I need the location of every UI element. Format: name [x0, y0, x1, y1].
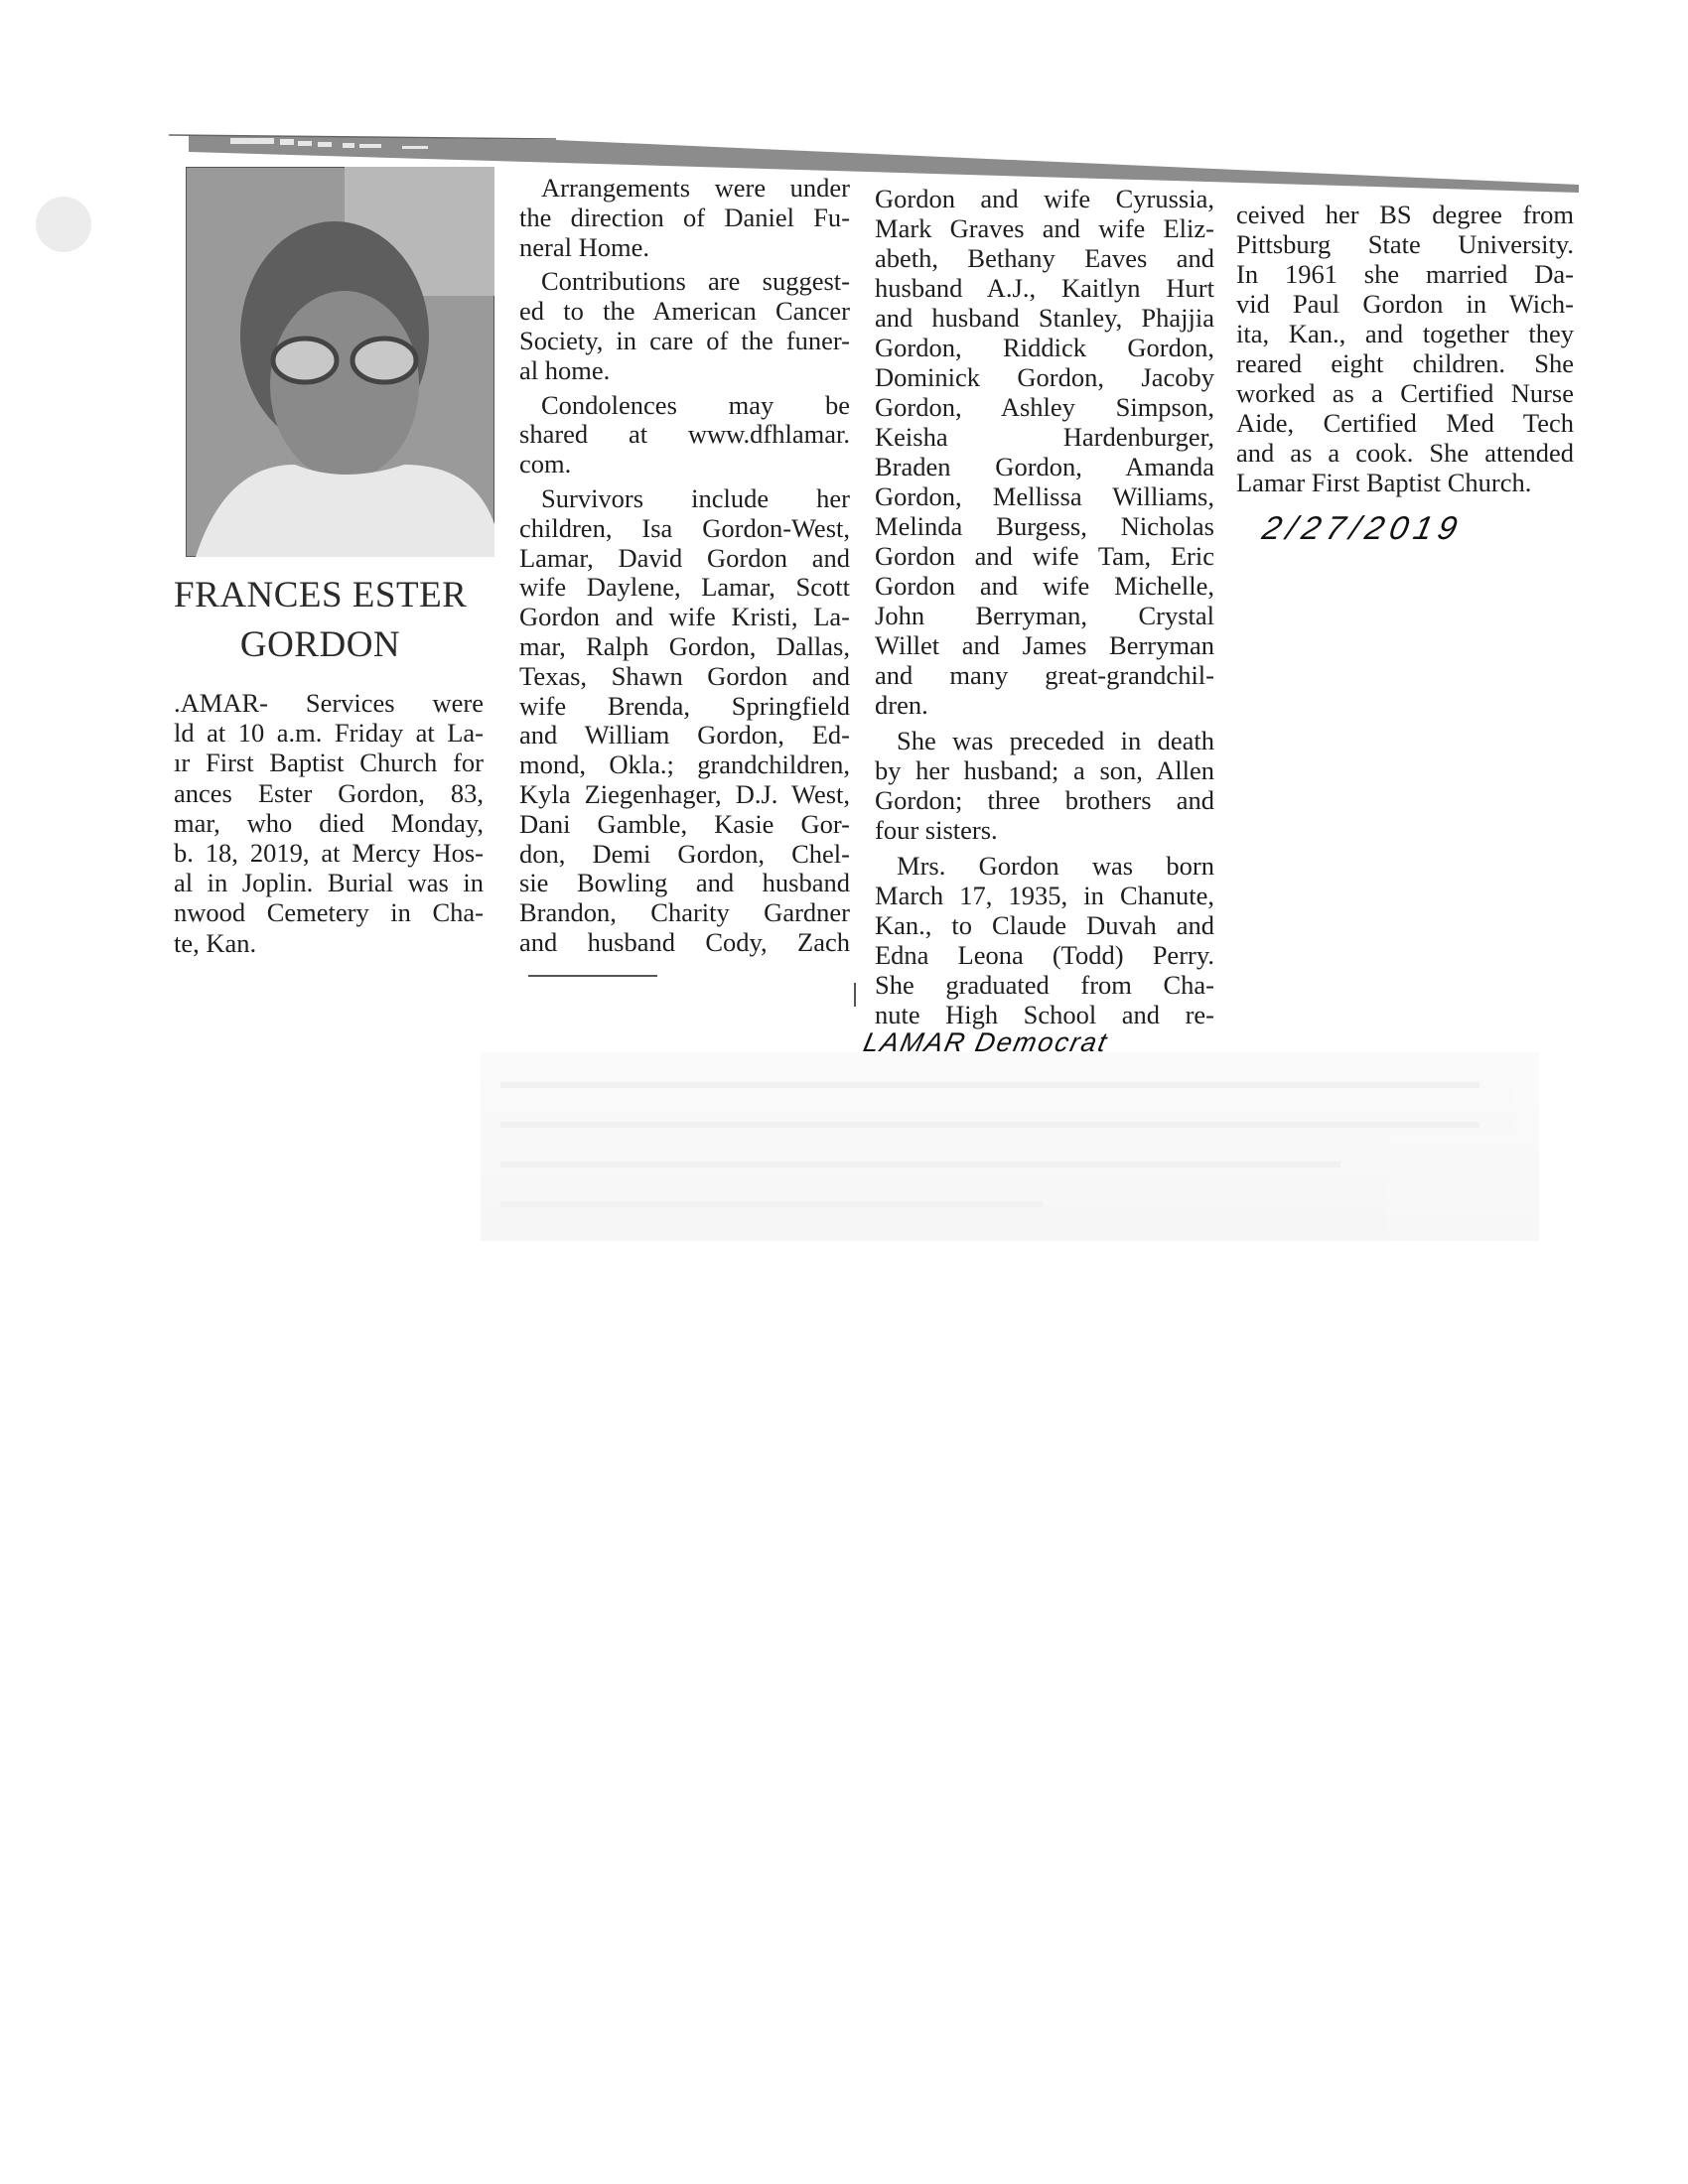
text-line: ed to the American Cancer	[519, 296, 850, 327]
text-line: worked as a Certified Nurse	[1236, 378, 1574, 408]
text-line: al home.	[519, 354, 611, 385]
text-line: Gordon and wife Tam, Eric	[875, 541, 1214, 571]
paragraph	[174, 688, 484, 958]
text-column-3	[875, 184, 1214, 1029]
text-line: te, Kan.	[174, 927, 257, 958]
text-line: neral Home.	[519, 231, 649, 262]
paragraph	[519, 267, 850, 385]
text-line: mar, who died Monday,	[174, 807, 484, 838]
text-line: Dominick Gordon, Jacoby	[875, 362, 1214, 392]
text-line: by her husband; a son, Allen	[875, 755, 1214, 785]
text-line: the direction of Daniel Fu-	[519, 202, 850, 232]
text-line: Gordon and wife Michelle,	[875, 571, 1214, 601]
paragraph	[519, 484, 850, 958]
text-line: dren.	[875, 690, 928, 720]
text-line: shared at www.dfhlamar.	[519, 419, 850, 450]
text-line: Contributions are suggest-	[541, 266, 850, 297]
text-line: reared eight children. She	[1236, 348, 1574, 378]
text-line: Gordon; three brothers and	[875, 785, 1214, 815]
text-line: ceived her BS degree from	[1236, 200, 1574, 229]
text-line: wife Brenda, Springfield	[519, 690, 850, 721]
text-line: ances Ester Gordon, 83,	[174, 777, 484, 808]
text-line: Lamar First Baptist Church.	[1236, 468, 1532, 497]
text-line: wife Daylene, Lamar, Scott	[519, 572, 850, 603]
text-line: Arrangements were under	[541, 173, 850, 203]
text-line: ita, Kan., and together they	[1236, 319, 1574, 348]
text-line: al in Joplin. Burial was in	[174, 868, 484, 898]
text-line: Edna Leona (Todd) Perry.	[875, 940, 1214, 970]
text-line: Kyla Ziegenhager, D.J. West,	[519, 778, 850, 809]
text-line: .AMAR- Services were	[174, 688, 484, 718]
text-line: Brandon, Charity Gardner	[519, 897, 850, 928]
handwritten-date-note: 2/27/2019	[1259, 509, 1467, 546]
text-line: abeth, Bethany Eaves and	[875, 243, 1214, 273]
text-line: She was preceded in death	[897, 726, 1214, 755]
text-line: husband A.J., Kaitlyn Hurt	[875, 273, 1214, 303]
text-line: com.	[519, 449, 572, 479]
text-column-1	[174, 688, 484, 958]
text-line: Mark Graves and wife Eliz-	[875, 213, 1214, 243]
text-line: and husband Stanley, Phajjia	[875, 303, 1214, 333]
paragraph	[519, 174, 850, 262]
text-line: March 17, 1935, in Chanute,	[875, 881, 1214, 910]
text-line: John Berryman, Crystal	[875, 601, 1214, 630]
text-line: Gordon and wife Kristi, La-	[519, 602, 850, 632]
text-line: four sisters.	[875, 815, 998, 845]
obituary-name-line-1: FRANCES ESTER	[174, 575, 468, 615]
text-line: sie Bowling and husband	[519, 868, 850, 898]
text-line: vid Paul Gordon in Wich-	[1236, 289, 1574, 319]
text-line: Gordon and wife Cyrussia,	[875, 184, 1214, 213]
handwritten-publication-note: LAMAR Democrat	[860, 1027, 1111, 1057]
text-line: Gordon, Riddick Gordon,	[875, 333, 1214, 362]
text-line: Kan., to Claude Duvah and	[875, 910, 1214, 940]
column-rule	[854, 983, 856, 1007]
text-line: mond, Okla.; grandchildren,	[519, 750, 850, 780]
text-line: nute High School and re-	[875, 1000, 1214, 1029]
text-column-2	[519, 174, 850, 958]
paragraph	[875, 726, 1214, 845]
bleed-through-area	[481, 1052, 1539, 1241]
text-line: mar, Ralph Gordon, Dallas,	[519, 630, 850, 661]
text-line: Lamar, David Gordon and	[519, 542, 850, 573]
text-line: ır First Baptist Church for	[174, 748, 484, 778]
text-line: Pittsburg State University.	[1236, 229, 1574, 259]
portrait-photo	[186, 167, 494, 557]
text-line: and husband Cody, Zach	[519, 926, 850, 957]
text-line: nwood Cemetery in Cha-	[174, 897, 484, 928]
text-line: Survivors include her	[541, 482, 850, 513]
text-line: Willet and James Berryman	[875, 630, 1214, 660]
text-line: Society, in care of the funer-	[519, 325, 850, 355]
paragraph	[875, 851, 1214, 1029]
paragraph	[1236, 200, 1574, 497]
text-line: Braden Gordon, Amanda	[875, 452, 1214, 481]
obituary-name-line-2: GORDON	[239, 624, 401, 665]
text-line: don, Demi Gordon, Chel-	[519, 838, 850, 869]
text-line: She graduated from Cha-	[875, 970, 1214, 1000]
text-line: and as a cook. She attended	[1236, 438, 1574, 468]
text-line: children, Isa Gordon-West,	[519, 512, 850, 543]
text-line: and many great-grandchil-	[875, 660, 1214, 690]
text-line: Keisha Hardenburger,	[875, 422, 1214, 452]
text-line: Gordon, Ashley Simpson,	[875, 392, 1214, 422]
text-line: Melinda Burgess, Nicholas	[875, 511, 1214, 541]
text-line: Condolences may be	[541, 389, 850, 420]
paragraph	[875, 184, 1214, 720]
column-rule	[528, 975, 657, 977]
text-line: b. 18, 2019, at Mercy Hos-	[174, 837, 484, 868]
text-line: Dani Gamble, Kasie Gor-	[519, 808, 850, 839]
text-column-4	[1236, 200, 1574, 497]
text-line: and William Gordon, Ed-	[519, 720, 850, 751]
paragraph	[519, 391, 850, 479]
text-line: Gordon, Mellissa Williams,	[875, 481, 1214, 511]
text-line: Texas, Shawn Gordon and	[519, 660, 850, 691]
text-line: Mrs. Gordon was born	[897, 851, 1214, 881]
text-line: Aide, Certified Med Tech	[1236, 408, 1574, 438]
text-line: ld at 10 a.m. Friday at La-	[174, 718, 484, 749]
text-line: In 1961 she married Da-	[1236, 259, 1574, 289]
